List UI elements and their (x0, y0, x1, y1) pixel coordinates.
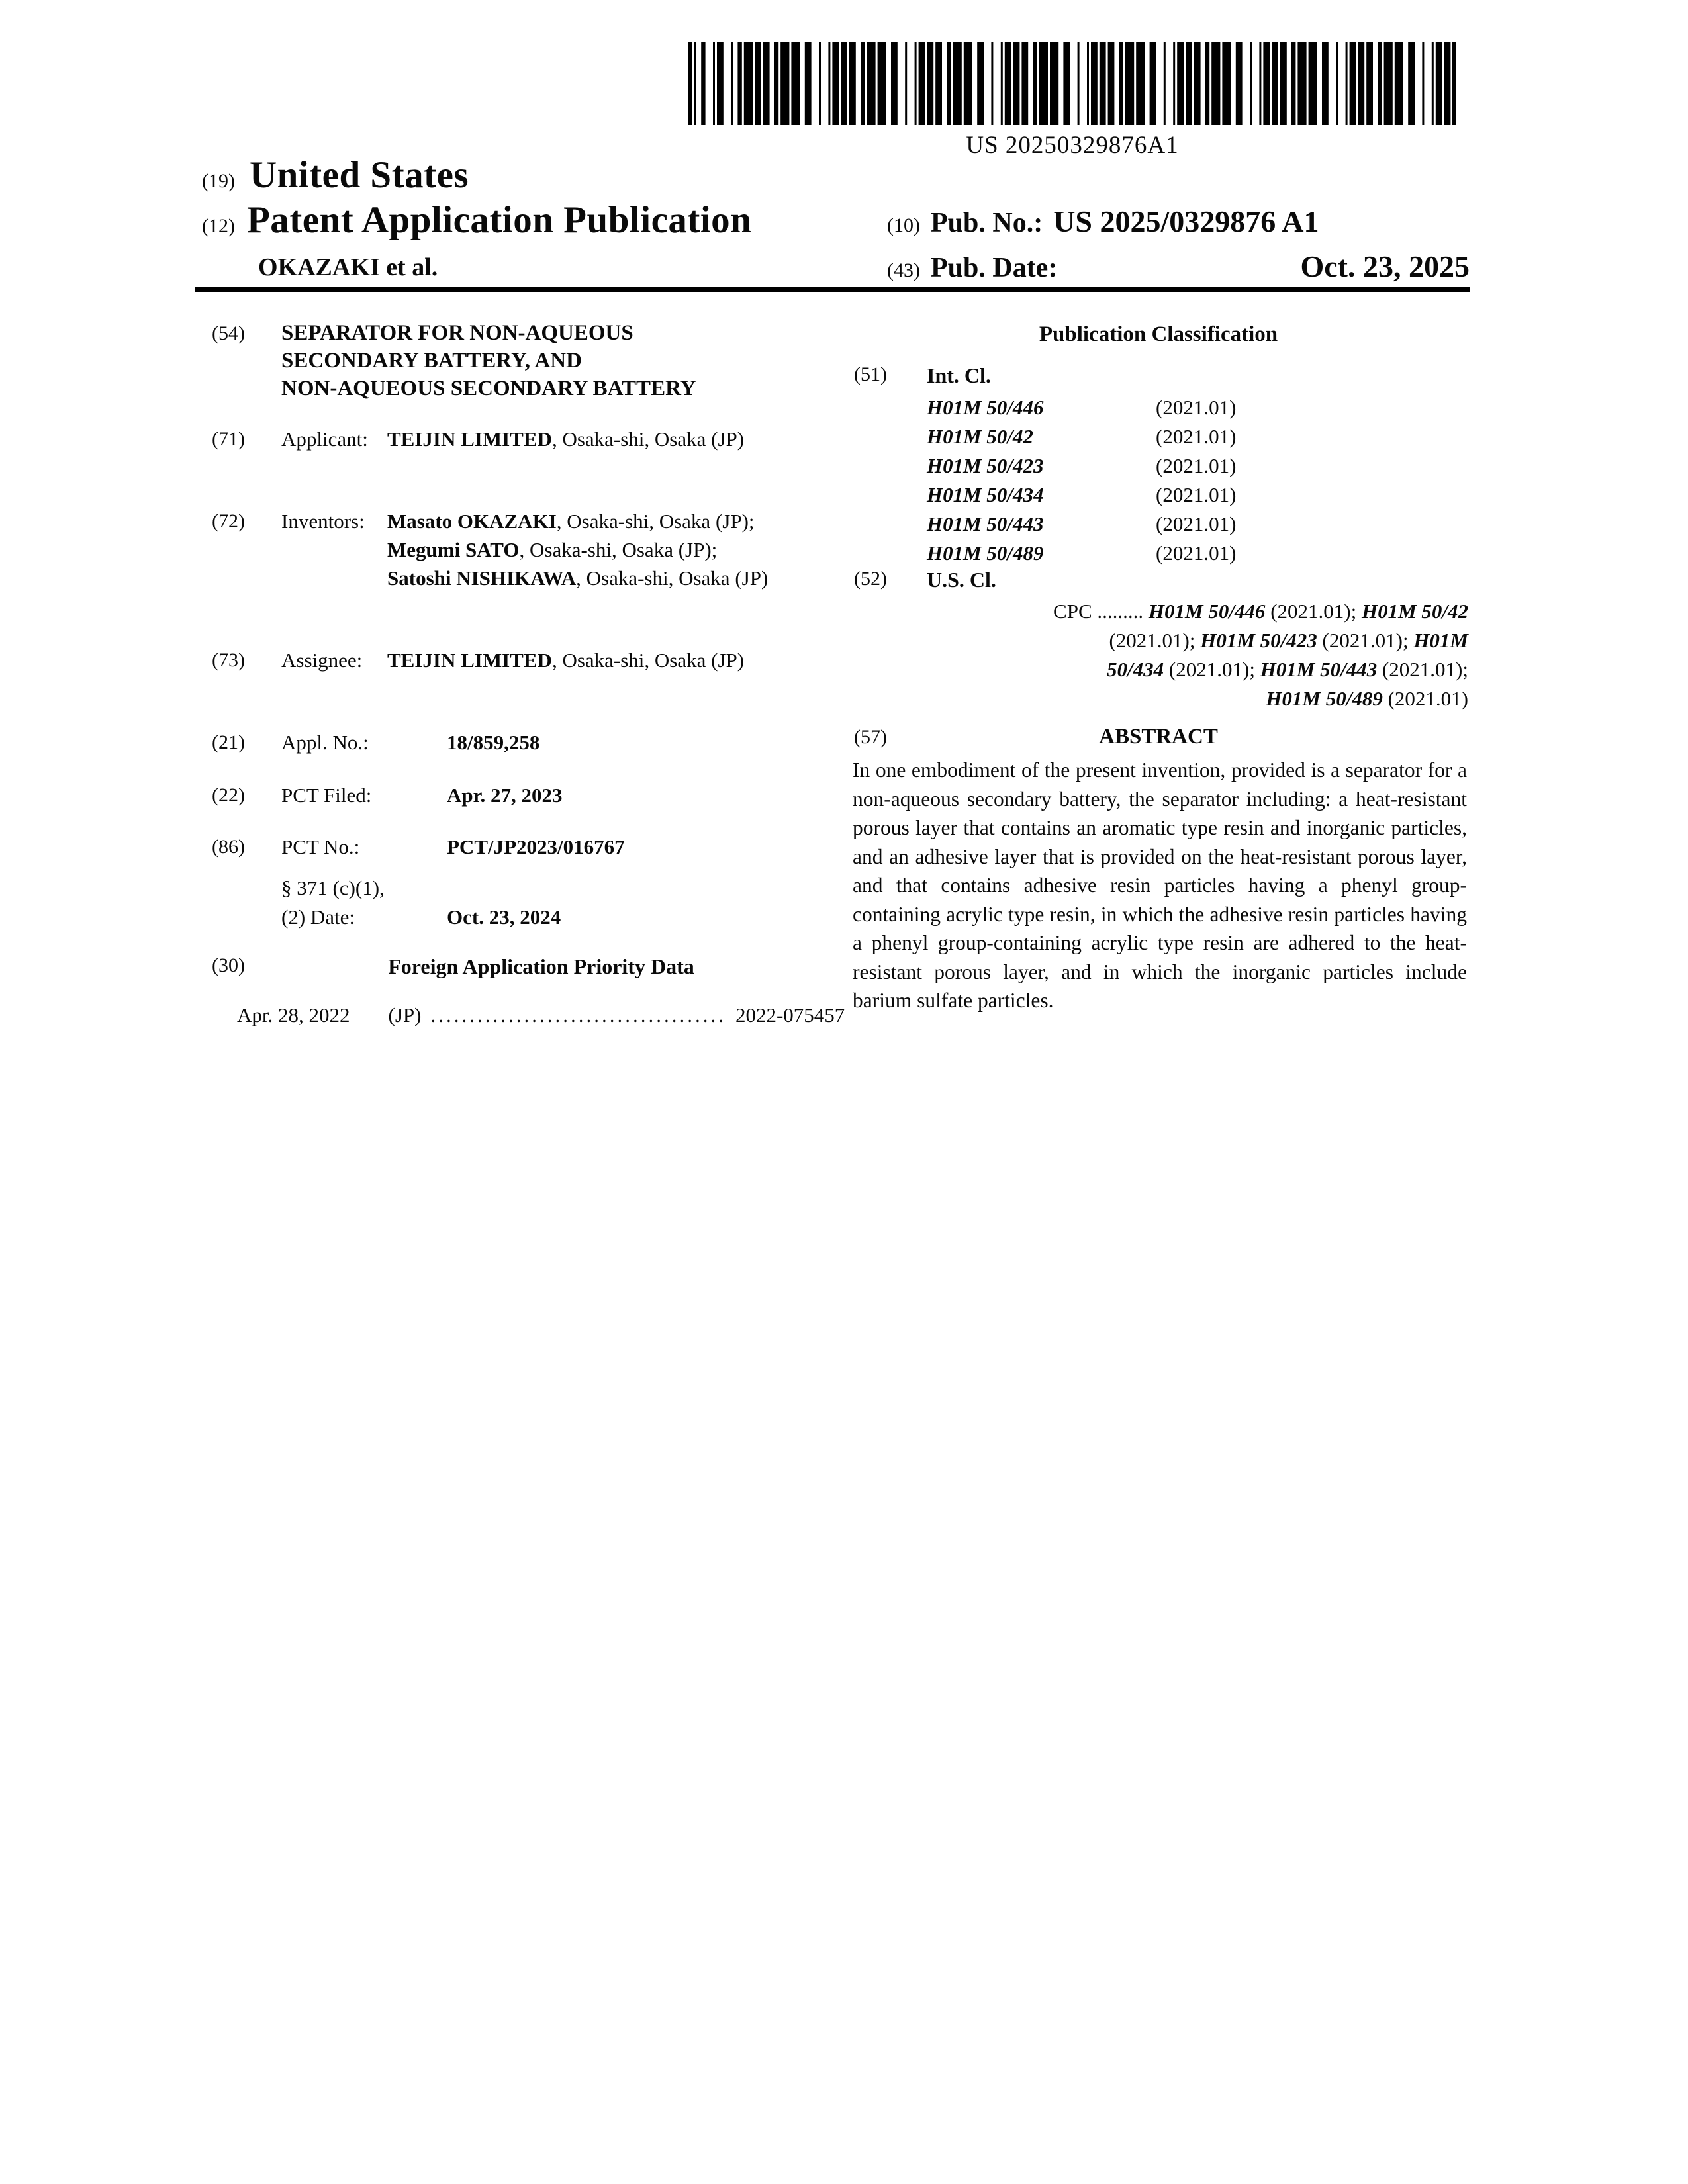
field-54-title (212, 319, 758, 402)
publication-type: Patent Application Publication (246, 199, 752, 241)
intcl-row (927, 510, 1236, 539)
field-52-uscl (854, 568, 996, 592)
intcl-code: H01M 50/489 (927, 541, 1044, 565)
ref-code-21: (21) (212, 731, 245, 753)
pub-no-row (887, 204, 1470, 239)
pub-no-value: US 2025/0329876 A1 (1053, 205, 1319, 238)
ref-code-51: (51) (854, 363, 887, 385)
field-21-appl-no (212, 728, 539, 756)
abstract-text: In one embodiment of the present invention, provided is a separator for a non-aqueous secondary battery, the separator including: a heat-resistant porous layer that contains an aromatic type resin and inorganic particles, and an adhesive layer that is provided on the heat-resistant porous layer, and that contains adhesive resin particles having a phenyl group-containing acrylic type resin, in which the adhesive resin particles having a phenyl group-containing acrylic type resin are adhered to the heat-resistant porous layer, and in which the inorganic particles include barium sulfate particles. (853, 758, 1467, 1012)
priority-data-row (237, 1003, 845, 1027)
cpc-line: (2021.01); H01M 50/423 (2021.01); H01M (1109, 629, 1468, 652)
cpc-line: 50/434 (2021.01); H01M 50/443 (2021.01); (1107, 658, 1468, 681)
ref-code-52: (52) (854, 568, 887, 590)
field-86-pct-no (212, 833, 625, 861)
barcode-number: US 20250329876A1 (966, 132, 1179, 159)
priority-country: (JP) (388, 1003, 422, 1026)
ref-code-86: (86) (212, 836, 245, 858)
cpc-line: CPC ......... H01M 50/446 (2021.01); H01M 50/42 (1053, 600, 1468, 623)
intcl-table (927, 393, 1236, 568)
sect-371-line: § 371 (c)(1), (281, 876, 385, 899)
pct-filed-label: PCT Filed: (281, 784, 372, 807)
pub-date-value: Oct. 23, 2025 (1300, 250, 1470, 283)
cpc-block (899, 597, 1468, 713)
intcl-row (927, 393, 1236, 422)
sect-371-date-row (281, 903, 561, 932)
intcl-code: H01M 50/446 (927, 396, 1044, 419)
intcl-version: (2021.01) (1156, 454, 1237, 477)
field-71-applicant (212, 425, 784, 453)
sect-371-date-value: Oct. 23, 2024 (447, 905, 561, 929)
intcl-version: (2021.01) (1156, 512, 1237, 535)
ref-code-71: (71) (212, 428, 245, 450)
ref-code-19: (19) (202, 170, 235, 192)
intcl-row (927, 539, 1236, 568)
country-name: United States (249, 154, 469, 196)
field-371 (281, 874, 561, 932)
intcl-version: (2021.01) (1156, 396, 1237, 419)
field-22-pct-filed (212, 781, 563, 809)
pub-date-label: Pub. Date: (930, 253, 1058, 283)
assignee-label: Assignee: (281, 649, 363, 672)
inventors-value: Masato OKAZAKI, Osaka-shi, Osaka (JP); Megumi SATO, Osaka-shi, Osaka (JP); Satoshi NISHIKAWA, Osaka-shi, Osaka (JP) (387, 510, 769, 590)
ref-code-57: (57) (854, 726, 887, 748)
intcl-row (927, 480, 1236, 510)
ref-code-22: (22) (212, 784, 245, 806)
uscl-label: U.S. Cl. (927, 568, 996, 592)
ref-code-30: (30) (212, 954, 245, 976)
sect-371-date-label: (2) Date: (281, 905, 355, 929)
field-51-intcl (854, 363, 991, 388)
pct-no-label: PCT No.: (281, 835, 360, 858)
pct-no-value: PCT/JP2023/016767 (447, 835, 625, 858)
pub-date-row (887, 249, 1470, 284)
intcl-version: (2021.01) (1156, 483, 1237, 506)
ref-code-54: (54) (212, 322, 245, 344)
abstract-heading: ABSTRACT (1099, 725, 1218, 749)
appl-no-value: 18/859,258 (447, 731, 540, 754)
intcl-version: (2021.01) (1156, 541, 1237, 565)
invention-title: SEPARATOR FOR NON-AQUEOUS SECONDARY BATTERY, AND NON-AQUEOUS SECONDARY BATTERY (281, 321, 696, 400)
ref-code-10: (10) (887, 214, 920, 236)
appl-no-label: Appl. No.: (281, 731, 369, 754)
ref-code-12: (12) (202, 215, 235, 237)
pct-filed-value: Apr. 27, 2023 (447, 784, 563, 807)
field-30-foreign (212, 954, 801, 979)
cpc-line: H01M 50/489 (2021.01) (1266, 687, 1468, 710)
applicant-value: TEIJIN LIMITED, Osaka-shi, Osaka (JP) (387, 428, 745, 451)
intcl-code: H01M 50/443 (927, 512, 1044, 535)
barcode (688, 42, 1456, 128)
intcl-code: H01M 50/42 (927, 425, 1034, 448)
header-pubtype-row (202, 199, 751, 242)
intcl-code: H01M 50/423 (927, 454, 1044, 477)
field-72-inventors (212, 507, 784, 592)
intcl-row (927, 451, 1236, 480)
intcl-label: Int. Cl. (927, 363, 991, 387)
ref-code-72: (72) (212, 510, 245, 532)
inventors-label: Inventors: (281, 510, 365, 533)
intcl-code: H01M 50/434 (927, 483, 1044, 506)
applicant-label: Applicant: (281, 428, 368, 451)
pub-no-label: Pub. No.: (930, 208, 1043, 238)
dot-leader: ...................................... (430, 1003, 726, 1026)
party-name: OKAZAKI et al. (258, 253, 438, 281)
intcl-row (927, 422, 1236, 451)
header-country-row (202, 154, 469, 197)
intcl-version: (2021.01) (1156, 425, 1237, 448)
field-73-assignee (212, 646, 784, 674)
barcode-block (688, 42, 1456, 159)
priority-number: 2022-075457 (735, 1003, 845, 1026)
ref-code-73: (73) (212, 649, 245, 671)
priority-date: Apr. 28, 2022 (237, 1003, 350, 1026)
ref-code-43: (43) (887, 259, 920, 281)
assignee-value: TEIJIN LIMITED, Osaka-shi, Osaka (JP) (387, 649, 745, 672)
publication-classification-heading: Publication Classification (1039, 322, 1278, 346)
header-divider (195, 287, 1470, 292)
foreign-priority-heading: Foreign Application Priority Data (388, 954, 694, 978)
